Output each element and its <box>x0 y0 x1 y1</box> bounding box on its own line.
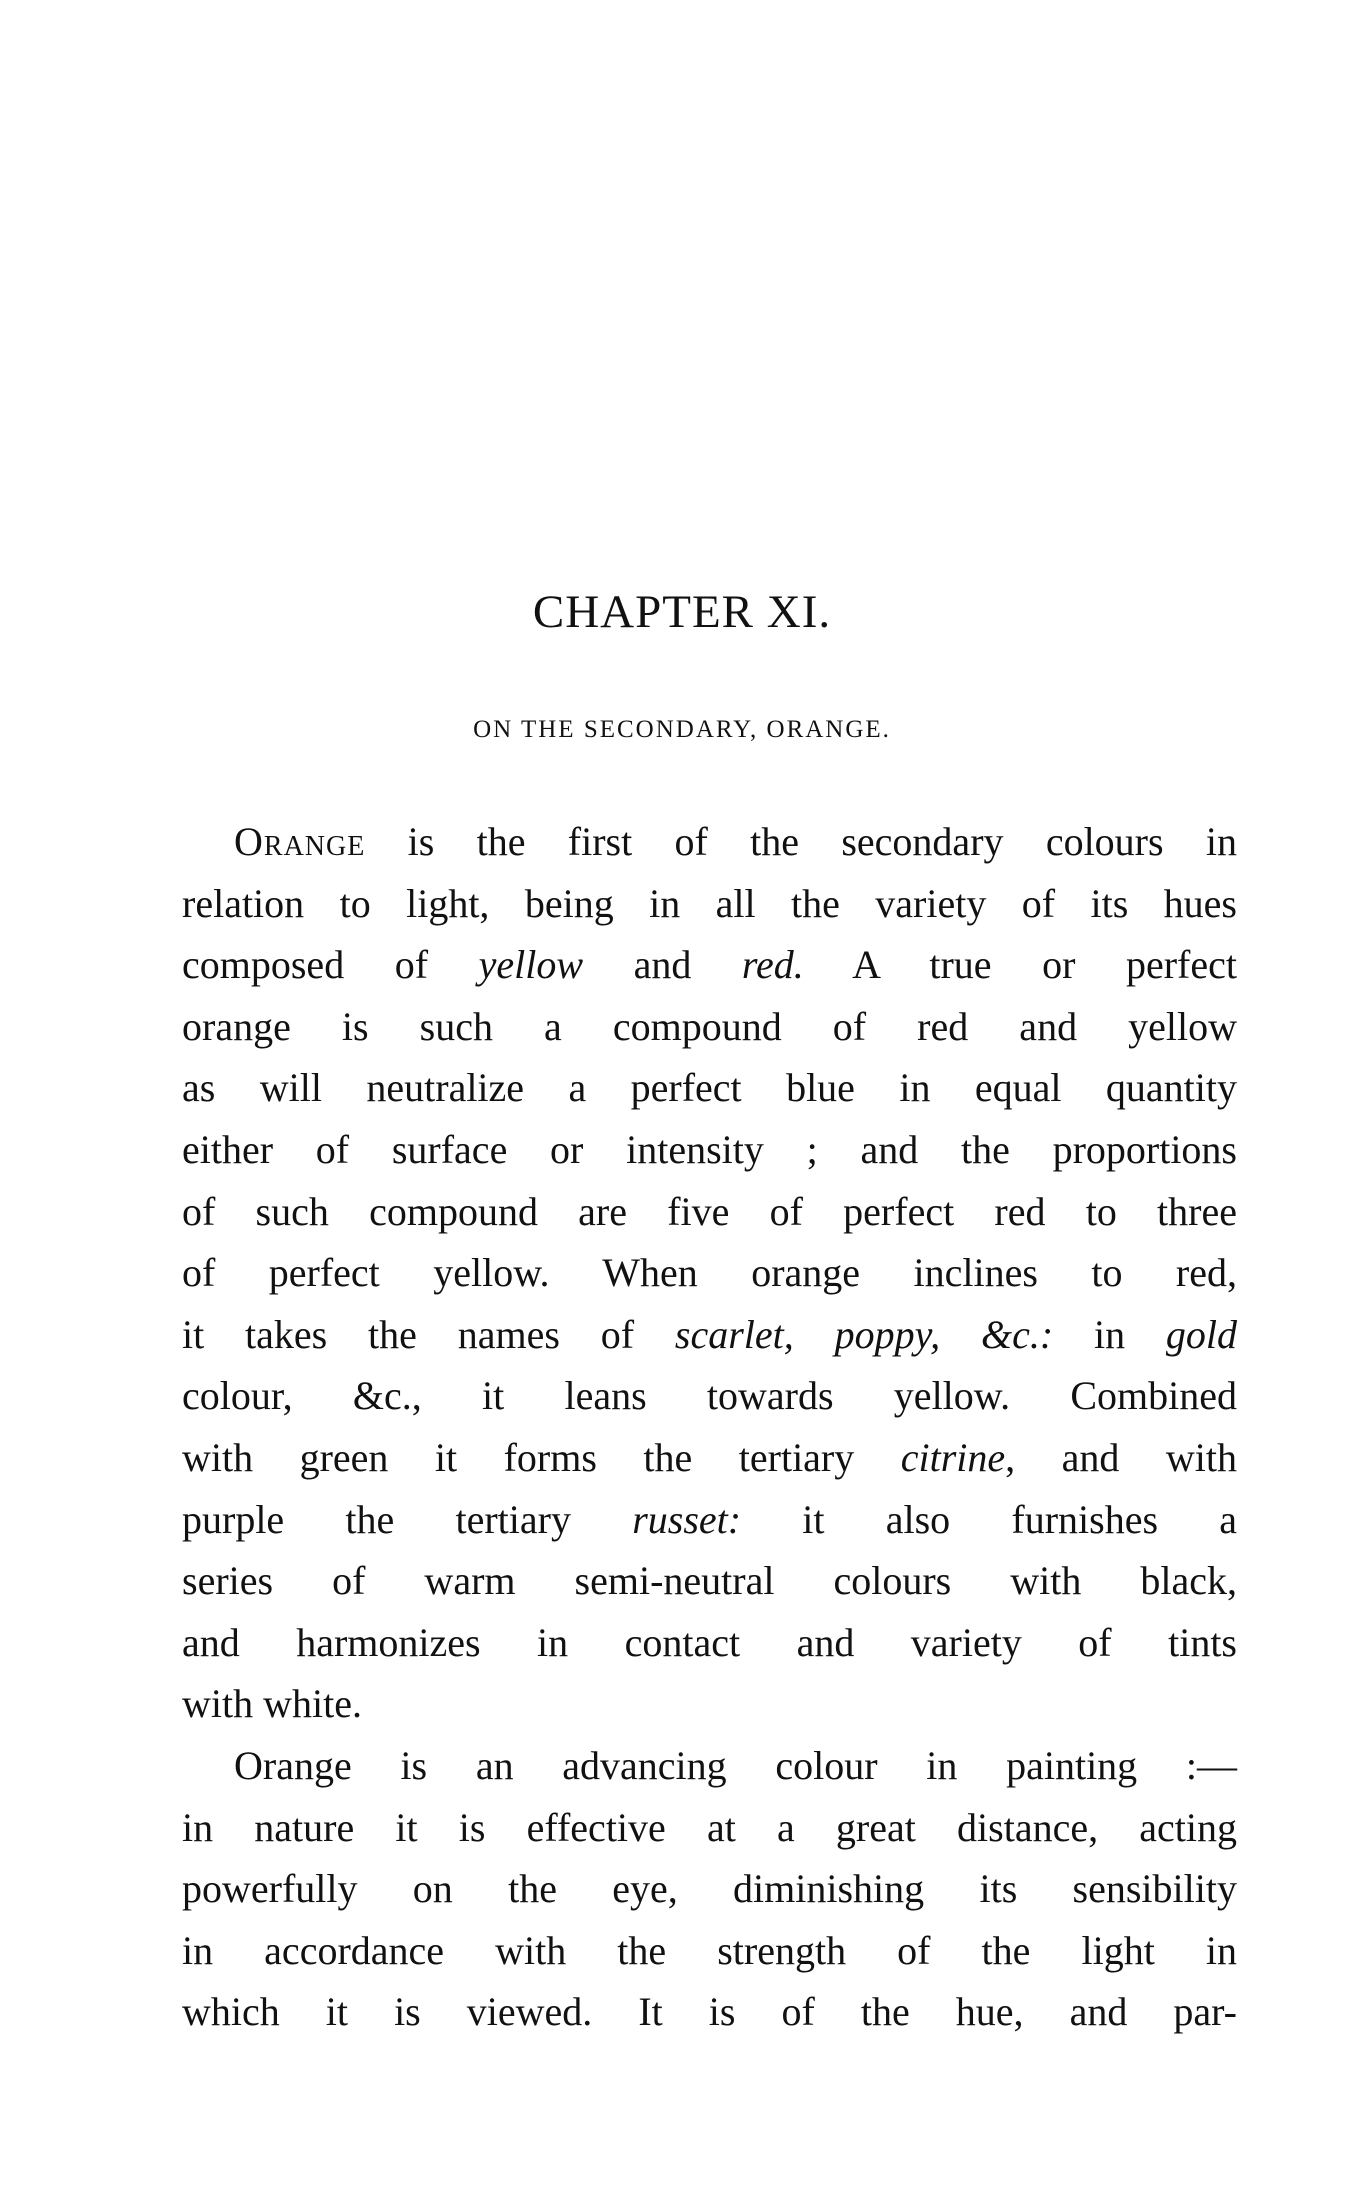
text-line <box>182 1119 1237 1181</box>
text-line <box>182 996 1237 1058</box>
text-segment: A true or perfect <box>803 942 1237 988</box>
text-segment: it takes the names of <box>182 1311 675 1357</box>
text-segment <box>940 1312 981 1357</box>
text-line <box>182 1920 1237 1982</box>
text-segment: in accordance with the strength of the light in <box>182 1927 1237 1973</box>
text-line <box>182 1242 1237 1304</box>
chapter-title: CHAPTER XI. <box>532 586 832 638</box>
text-line <box>182 1858 1237 1920</box>
text-segment: series of warm semi-neutral colours with black, <box>182 1558 1237 1604</box>
text-line <box>182 1981 1237 2043</box>
text-line <box>182 1797 1237 1859</box>
text-segment: composed of <box>182 942 479 988</box>
italic-term: &c.: <box>980 1311 1054 1357</box>
text-line <box>182 934 1237 996</box>
text-segment: of perfect yellow. When orange inclines to red, <box>182 1250 1237 1296</box>
text-line <box>182 1489 1237 1551</box>
paragraph <box>182 1735 1237 2043</box>
body-text <box>182 811 1237 2043</box>
text-segment: and harmonizes in contact and variety of tints <box>182 1619 1237 1665</box>
text-line <box>182 1612 1237 1674</box>
text-line <box>182 1365 1237 1427</box>
text-segment: and <box>583 942 742 988</box>
text-line <box>182 1304 1237 1366</box>
text-line <box>182 1181 1237 1243</box>
italic-term: gold <box>1165 1311 1238 1357</box>
text-segment: of such compound are five of perfect red to three <box>182 1188 1237 1234</box>
text-segment: orange is such a compound of red and yellow <box>182 1003 1237 1049</box>
text-segment: , and with <box>1005 1434 1238 1480</box>
text-segment: as will neutralize a perfect blue in equal quantity <box>182 1065 1237 1111</box>
text-segment: with green it forms the tertiary <box>182 1434 901 1480</box>
italic-term: citrine <box>900 1434 1006 1480</box>
text-segment: colour, &c., it leans towards yellow. Combined <box>182 1373 1237 1419</box>
text-segment: it also furnishes a <box>741 1496 1237 1542</box>
text-segment: purple the tertiary <box>182 1496 633 1542</box>
text-line <box>182 873 1237 935</box>
text-segment: with white. <box>182 1681 362 1727</box>
text-line <box>182 811 1237 873</box>
text-segment: in nature it is effective at a great distance, acting <box>182 1804 1237 1850</box>
italic-term: russet: <box>632 1496 742 1542</box>
text-segment: powerfully on the eye, diminishing its sensibility <box>182 1866 1237 1912</box>
text-segment: relation to light, being in all the variety of its hues <box>182 880 1237 926</box>
text-segment: which it is viewed. It is of the hue, and par- <box>182 1989 1237 2035</box>
text-segment: Orange <box>234 819 366 864</box>
text-segment: either of surface or intensity ; and the proportions <box>182 1126 1237 1172</box>
text-line <box>182 1673 1237 1735</box>
text-segment: in <box>1053 1311 1166 1357</box>
paragraph <box>182 811 1237 1735</box>
chapter-subtitle: ON THE SECONDARY, ORANGE. <box>473 716 891 743</box>
italic-term: poppy, <box>834 1311 941 1357</box>
text-line <box>182 1550 1237 1612</box>
text-segment <box>794 1312 835 1357</box>
text-segment: is the first of the secondary colours in <box>365 819 1237 864</box>
text-line <box>182 1427 1237 1489</box>
text-segment: Orange is an advancing colour in painting :— <box>234 1742 1237 1788</box>
italic-term: yellow <box>478 942 584 988</box>
text-line <box>182 1057 1237 1119</box>
italic-term: scarlet, <box>674 1311 794 1357</box>
italic-term: red. <box>741 942 804 988</box>
text-line <box>182 1735 1237 1797</box>
